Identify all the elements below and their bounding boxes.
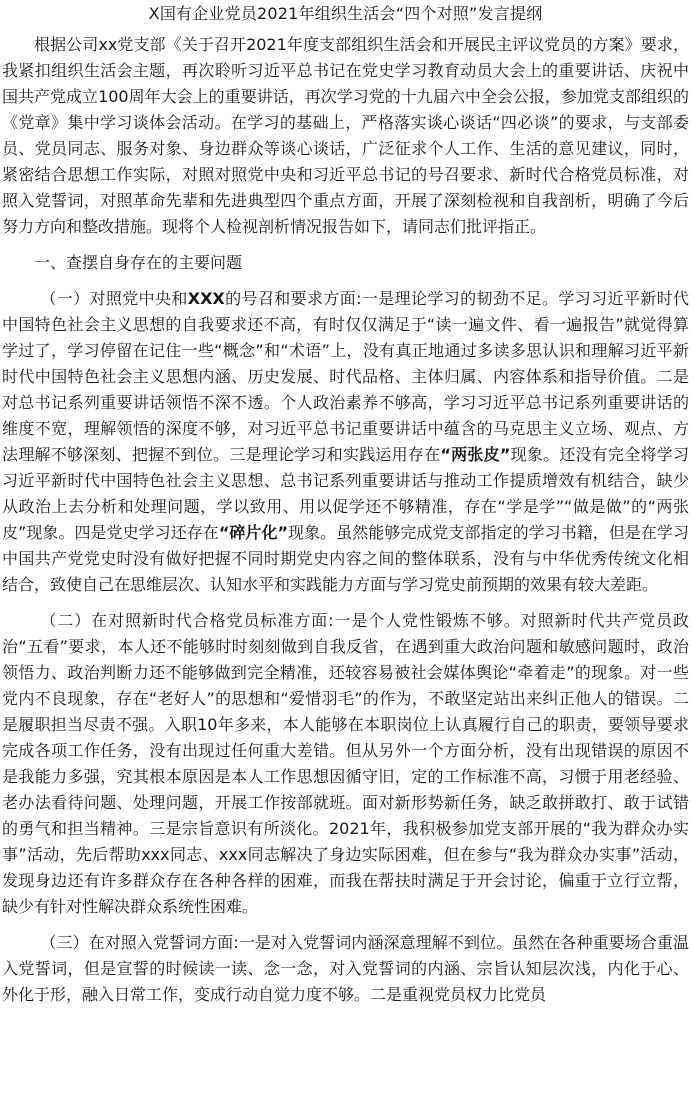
text-run: 现象。虽然能够完成党支部指定的学习书籍，但是在学习中国共产党党史时没有做好把握不同时期党史内容之间的整体联系，没有与中华优秀传统文化相结合，致使自己在思维层次、认知水平和实践能力方面与学习党史前预期的效果有较大差距。 [2, 523, 689, 594]
text-run: （一）对照党中央和 [40, 289, 188, 308]
bold-text-run: XXX [187, 289, 225, 308]
text-run: 现象。还没有完全将学习习近平新时代中国特色社会主义思想、总书记系列重要讲话与推动工作提质增效有机结合，缺少从政治上去分析和处理问题，学以致用、用以促学还不够精准，存在“学是学”“做是做”的“两张皮”现象。四是党史学习还存在 [2, 445, 689, 542]
bold-text-run: “碎片化” [218, 523, 289, 542]
intro-paragraph: 根据公司xx党支部《关于召开2021年度支部组织生活会和开展民主评议党员的方案》要求，我紧扣组织生活会主题，再次聆听习近平总书记在党史学习教育动员大会上的重要讲话、庆祝中国共产党成立100周年大会上的重要讲话，再次学习党的十九届六中全会公报，参加党支部组织的《党章》集中学习谈体会活动。在学习的基础上，严格落实谈心谈话“四必谈”的要求，与支部委员、党员同志、服务对象、身边群众等谈心谈话，广泛征求个人工作、生活的意见建议，同时，紧密结合思想工作实际，对照对照党中央和习近平总书记的号召要求、新时代合格党员标准，对照入党誓词，对照革命先辈和先进典型四个重点方面，开展了深刻检视和自我剖析，明确了今后努力方向和整改措施。现将个人检视剖析情况报告如下，请同志们批评指正。 [2, 35, 689, 236]
text-run: 的号召和要求方面:一是理论学习的韧劲不足。学习习近平新时代中国特色社会主义思想的自我要求还不高，有时仅仅满足于“读一遍文件、看一遍报告”就觉得算学过了，学习停留在记住一些“概念”和“术语”上，没有真正地通过多读多思认识和理解习近平新时代中国特色社会主义思想内涵、历史发展、时代品格、主体归属、内容体系和指导价值。二是对总书记系列重要讲话领悟不深不透。个人政治素养不够高，学习习近平总书记系列重要讲话的维度不宽，理解领悟的深度不够，对习近平总书记重要讲话中蕴含的马克思主义立场、观点、方法理解不够深刻、把握不到位。三是理论学习和实践运用存在 [2, 289, 689, 464]
document-title: X国有企业党员2021年组织生活会“四个对照”发言提纲 [148, 4, 543, 23]
paragraph-member-standard: （二）在对照新时代合格党员标准方面:一是个人党性锻炼不够。对照新时代共产党员政治“五看”要求，本人还不能够时时刻刻做到自我反省，在遇到重大政治问题和敏感问题时，政治领悟力、政治判断力还不能够做到完全精准，还较容易被社会媒体舆论“牵着走”的现象。对一些党内不良现象，存在“老好人”的思想和“爱惜羽毛”的作为，不敢坚定站出来纠正他人的错误。二是履职担当尽责不强。入职10年多来，本人能够在本职岗位上认真履行自己的职责，要领导要求完成各项工作任务，没有出现过任何重大差错。但从另外一个方面分析，没有出现错误的原因不是我能力多强，究其根本原因是本人工作思想因循守旧，定的工作标准不高，习惯于用老经验、老办法看待问题、处理问题，开展工作按部就班。面对新形势新任务，缺乏敢拼敢打、敢于试错的勇气和担当精神。三是宗旨意识有所淡化。2021年，我积极参加党支部开展的“我为群众办实事”活动，先后帮助xxx同志、xxx同志解决了身边实际困难，但在参与“我为群众办实事”活动，发现身边还有许多群众存在各种各样的困难，而我在帮扶时满足于开会讨论，偏重于立行立帮，缺少有针对性解决群众系统性困难。 [2, 611, 689, 916]
paragraph-oath: （三）在对照入党誓词方面:一是对入党誓词内涵深意理解不到位。虽然在各种重要场合重温入党誓词，但是宣誓的时候读一读、念一念，对入党誓词的内涵、宗旨认知层次浅，内化于心、外化于形，融入日常工作，变成行动自觉力度不够。二是重视党员权力比党员 [2, 933, 689, 1004]
section-heading: 一、查摆自身存在的主要问题 [34, 253, 243, 272]
paragraph-party-central [2, 286, 689, 598]
bold-text-run: “两张皮” [440, 445, 511, 464]
